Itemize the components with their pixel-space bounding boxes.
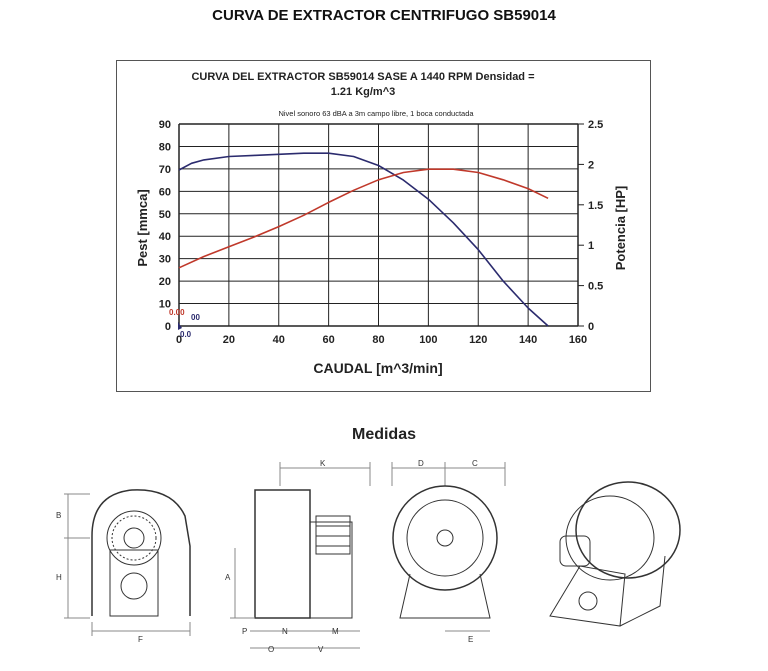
y-left-axis-label: Pest [mmca] [135,189,150,267]
isometric-view [550,482,680,626]
axes [159,119,604,346]
y-left-tick-label: 30 [158,253,171,266]
page-title: CURVA DE EXTRACTOR CENTRIFUGO SB59014 [212,7,556,24]
dim-label-n: N [282,627,288,636]
dim-label-o: O [268,645,275,654]
section-title: Medidas [351,426,416,443]
pressure-curve-line [179,153,548,326]
dim-label-b: B [56,511,62,520]
y-left-tick-label: 60 [158,186,171,199]
x-tick-label: 100 [419,334,438,346]
front-view [64,490,190,636]
y-left-tick-label: 40 [158,231,171,244]
y-left-tick-label: 70 [158,163,171,176]
chart-subtitle: Nivel sonoro 63 dBA a 3m campo libre, 1 boca conductada [278,109,474,118]
y-right-tick-label: 1.5 [588,199,604,212]
y-left-tick-label: 90 [158,119,171,131]
fan-curve-chart [116,60,651,392]
chart-title-line1: CURVA DEL EXTRACTOR SB59014 SASE A 1440 RPM Densidad = [191,71,535,83]
side-view [230,462,370,648]
x-tick-label: 0 [175,334,183,346]
x-tick-label: 20 [222,334,235,346]
inlet-view [392,462,505,631]
dim-label-k: K [320,459,326,468]
dim-label-p: P [242,627,248,636]
series [179,153,548,326]
y-right-tick-label: 2 [588,159,595,172]
y-right-tick-label: 0.5 [588,280,604,293]
x-tick-label: 60 [322,334,335,346]
x-tick-label: 160 [568,334,588,346]
y-right-tick-label: 1 [588,240,595,253]
y-left-tick-label: 80 [158,141,171,154]
x-axis-label: CAUDAL [m^3/min] [313,360,443,376]
dim-label-h: H [56,573,62,582]
annotation-origin-zero: 0.0 [180,330,192,339]
chart-title-line2: 1.21 Kg/m^3 [330,86,396,98]
x-tick-label: 120 [469,334,488,346]
dim-label-e: E [468,635,474,644]
dim-label-a: A [225,573,231,582]
x-tick-label: 40 [272,334,285,346]
dimension-drawings [40,456,720,668]
y-right-tick-label: 2.5 [588,119,604,131]
y-left-tick-label: 0 [164,321,171,333]
y-right-axis-label: Potencia [HP] [613,185,628,271]
dim-label-d: D [418,459,424,468]
grid [179,124,578,326]
annotation-power-zero: 0.00 [169,308,185,317]
y-right-tick-label: 0 [588,321,595,333]
x-tick-label: 80 [372,334,385,346]
y-left-tick-label: 10 [158,298,171,311]
x-tick-label: 140 [518,334,538,346]
dim-label-f: F [138,635,143,644]
annotation-pressure-zero: 00 [191,313,200,322]
dim-label-m: M [332,627,339,636]
power-curve-line [179,169,548,268]
dim-label-v: V [318,645,324,654]
y-left-tick-label: 20 [158,276,171,289]
dim-label-c: C [472,459,478,468]
y-left-tick-label: 50 [158,208,171,221]
